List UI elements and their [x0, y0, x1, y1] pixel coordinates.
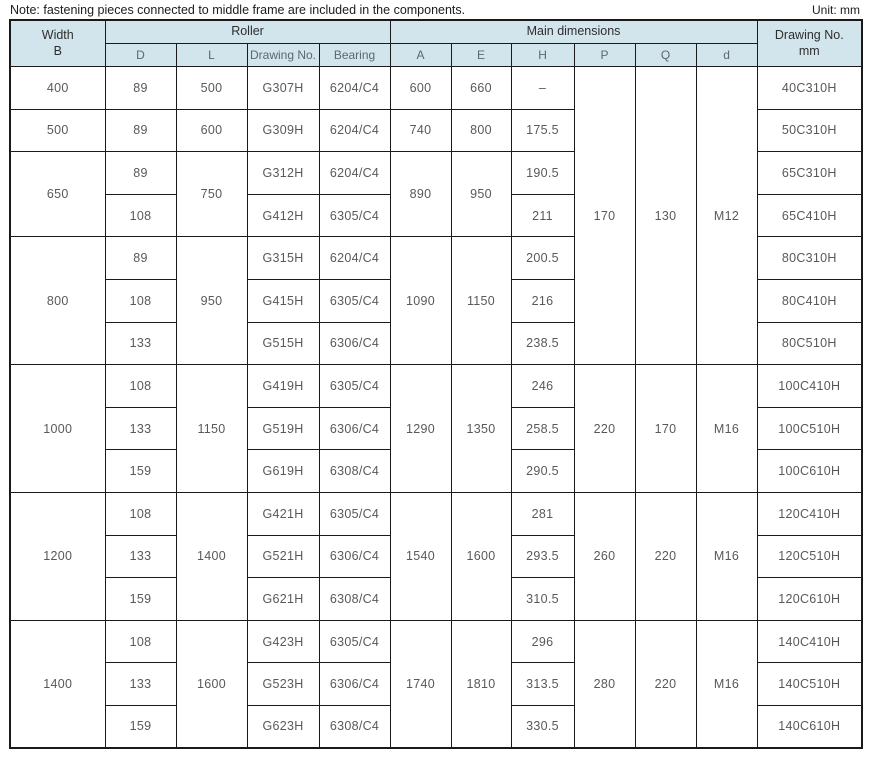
- col-header-width-b: [10, 20, 105, 67]
- table-cell: M12: [696, 67, 757, 365]
- table-cell: 170: [635, 365, 696, 493]
- table-cell: 500: [10, 109, 105, 152]
- table-cell: 159: [105, 705, 176, 748]
- table-cell: G312H: [247, 152, 319, 195]
- table-cell: 6306/C4: [319, 322, 390, 365]
- table-cell: 1200: [10, 492, 105, 620]
- table-cell: 1600: [176, 620, 247, 748]
- table-cell: G521H: [247, 535, 319, 578]
- table-cell: 100C410H: [757, 365, 862, 408]
- table-cell: 6204/C4: [319, 67, 390, 110]
- table-cell: 170: [574, 67, 635, 365]
- roller-spec-table: [9, 19, 863, 749]
- col-header-dim-d-thread: d: [696, 44, 757, 67]
- table-cell: 950: [176, 237, 247, 365]
- group-header-roller: Roller: [105, 20, 390, 44]
- table-cell: 1810: [451, 620, 511, 748]
- table-cell: 133: [105, 407, 176, 450]
- col-header-drawing-no-mm: [757, 20, 862, 67]
- table-cell: 190.5: [511, 152, 574, 195]
- table-cell: 400: [10, 67, 105, 110]
- col-header-drawing-no-line1: Drawing No.: [774, 27, 844, 42]
- col-header-roller-l: L: [176, 44, 247, 67]
- table-cell: 1400: [10, 620, 105, 748]
- group-header-main-dimensions: Main dimensions: [390, 20, 757, 44]
- table-cell: G307H: [247, 67, 319, 110]
- table-cell: 950: [451, 152, 511, 237]
- table-cell: G421H: [247, 492, 319, 535]
- table-cell: 89: [105, 152, 176, 195]
- table-cell: 1540: [390, 492, 451, 620]
- table-cell: 89: [105, 109, 176, 152]
- table-cell: 50C310H: [757, 109, 862, 152]
- table-cell: 650: [10, 152, 105, 237]
- table-cell: 290.5: [511, 450, 574, 493]
- table-cell: 800: [451, 109, 511, 152]
- col-header-dim-p: P: [574, 44, 635, 67]
- table-cell: 108: [105, 365, 176, 408]
- table-cell: 80C510H: [757, 322, 862, 365]
- col-header-dim-q: Q: [635, 44, 696, 67]
- table-cell: 40C310H: [757, 67, 862, 110]
- table-cell: 220: [635, 620, 696, 748]
- table-cell: G619H: [247, 450, 319, 493]
- table-cell: 108: [105, 194, 176, 237]
- table-cell: G309H: [247, 109, 319, 152]
- table-cell: 89: [105, 67, 176, 110]
- table-row: [10, 492, 862, 535]
- table-cell: 6305/C4: [319, 365, 390, 408]
- table-cell: 313.5: [511, 663, 574, 706]
- table-cell: 216: [511, 279, 574, 322]
- table-cell: 500: [176, 67, 247, 110]
- table-cell: 6204/C4: [319, 237, 390, 280]
- table-cell: 1400: [176, 492, 247, 620]
- table-cell: G415H: [247, 279, 319, 322]
- table-cell: M16: [696, 365, 757, 493]
- note-text: Note: fastening pieces connected to middle frame are included in the components.: [10, 3, 466, 17]
- table-cell: 100C610H: [757, 450, 862, 493]
- col-header-dim-e: E: [451, 44, 511, 67]
- table-cell: –: [511, 67, 574, 110]
- table-cell: 175.5: [511, 109, 574, 152]
- table-cell: 330.5: [511, 705, 574, 748]
- table-cell: 120C610H: [757, 578, 862, 621]
- table-cell: 1150: [176, 365, 247, 493]
- table-cell: M16: [696, 620, 757, 748]
- col-header-drawing-no-line2: mm: [798, 43, 820, 58]
- table-cell: 108: [105, 492, 176, 535]
- table-cell: 6305/C4: [319, 279, 390, 322]
- table-cell: 1090: [390, 237, 451, 365]
- col-header-roller-d: D: [105, 44, 176, 67]
- table-cell: 80C410H: [757, 279, 862, 322]
- table-cell: 133: [105, 663, 176, 706]
- table-cell: 140C410H: [757, 620, 862, 663]
- table-cell: 293.5: [511, 535, 574, 578]
- table-cell: 140C510H: [757, 663, 862, 706]
- table-cell: 6306/C4: [319, 535, 390, 578]
- table-cell: 1150: [451, 237, 511, 365]
- table-cell: 6308/C4: [319, 705, 390, 748]
- table-cell: 200.5: [511, 237, 574, 280]
- table-cell: 133: [105, 535, 176, 578]
- table-cell: 260: [574, 492, 635, 620]
- table-cell: 220: [574, 365, 635, 493]
- table-row: [10, 620, 862, 663]
- table-cell: 310.5: [511, 578, 574, 621]
- table-cell: 89: [105, 237, 176, 280]
- table-cell: 238.5: [511, 322, 574, 365]
- table-cell: 211: [511, 194, 574, 237]
- col-header-width-line1: Width: [41, 27, 74, 42]
- table-cell: M16: [696, 492, 757, 620]
- table-cell: 800: [10, 237, 105, 365]
- table-cell: 120C510H: [757, 535, 862, 578]
- table-cell: 100C510H: [757, 407, 862, 450]
- table-cell: G412H: [247, 194, 319, 237]
- table-cell: 6305/C4: [319, 492, 390, 535]
- table-cell: 1290: [390, 365, 451, 493]
- table-cell: 6305/C4: [319, 620, 390, 663]
- table-header: [10, 20, 862, 67]
- table-cell: 159: [105, 450, 176, 493]
- table-cell: G523H: [247, 663, 319, 706]
- table-row: [10, 365, 862, 408]
- table-cell: 740: [390, 109, 451, 152]
- table-cell: G419H: [247, 365, 319, 408]
- table-cell: 6204/C4: [319, 152, 390, 195]
- table-cell: 750: [176, 152, 247, 237]
- table-caption-row: [0, 0, 870, 19]
- table-cell: 159: [105, 578, 176, 621]
- table-cell: 600: [390, 67, 451, 110]
- table-cell: 130: [635, 67, 696, 365]
- table-cell: G623H: [247, 705, 319, 748]
- table-cell: 6308/C4: [319, 578, 390, 621]
- table-cell: 1600: [451, 492, 511, 620]
- table-cell: 6306/C4: [319, 407, 390, 450]
- table-cell: G315H: [247, 237, 319, 280]
- table-cell: 281: [511, 492, 574, 535]
- table-cell: 280: [574, 620, 635, 748]
- table-cell: 1350: [451, 365, 511, 493]
- table-cell: 600: [176, 109, 247, 152]
- unit-label: Unit: mm: [812, 3, 860, 17]
- table-cell: 246: [511, 365, 574, 408]
- table-cell: 1000: [10, 365, 105, 493]
- table-cell: 6204/C4: [319, 109, 390, 152]
- table-cell: 133: [105, 322, 176, 365]
- table-cell: 80C310H: [757, 237, 862, 280]
- table-cell: 140C610H: [757, 705, 862, 748]
- table-cell: G519H: [247, 407, 319, 450]
- col-header-dim-a: A: [390, 44, 451, 67]
- table-cell: 6308/C4: [319, 450, 390, 493]
- col-header-dim-h: H: [511, 44, 574, 67]
- table-row: [10, 67, 862, 110]
- col-header-roller-bearing: Bearing: [319, 44, 390, 67]
- table-cell: G515H: [247, 322, 319, 365]
- table-cell: 108: [105, 620, 176, 663]
- table-cell: 6305/C4: [319, 194, 390, 237]
- table-cell: 65C410H: [757, 194, 862, 237]
- table-cell: 890: [390, 152, 451, 237]
- table-cell: 108: [105, 279, 176, 322]
- table-cell: G621H: [247, 578, 319, 621]
- table-cell: 120C410H: [757, 492, 862, 535]
- table-cell: 1740: [390, 620, 451, 748]
- col-header-roller-drawing-no: Drawing No.: [247, 44, 319, 67]
- spec-table-body: [10, 67, 862, 749]
- table-cell: 296: [511, 620, 574, 663]
- table-cell: 220: [635, 492, 696, 620]
- table-cell: 65C310H: [757, 152, 862, 195]
- table-cell: 6306/C4: [319, 663, 390, 706]
- table-cell: 258.5: [511, 407, 574, 450]
- table-cell: G423H: [247, 620, 319, 663]
- table-cell: 660: [451, 67, 511, 110]
- col-header-width-line2: B: [53, 43, 62, 58]
